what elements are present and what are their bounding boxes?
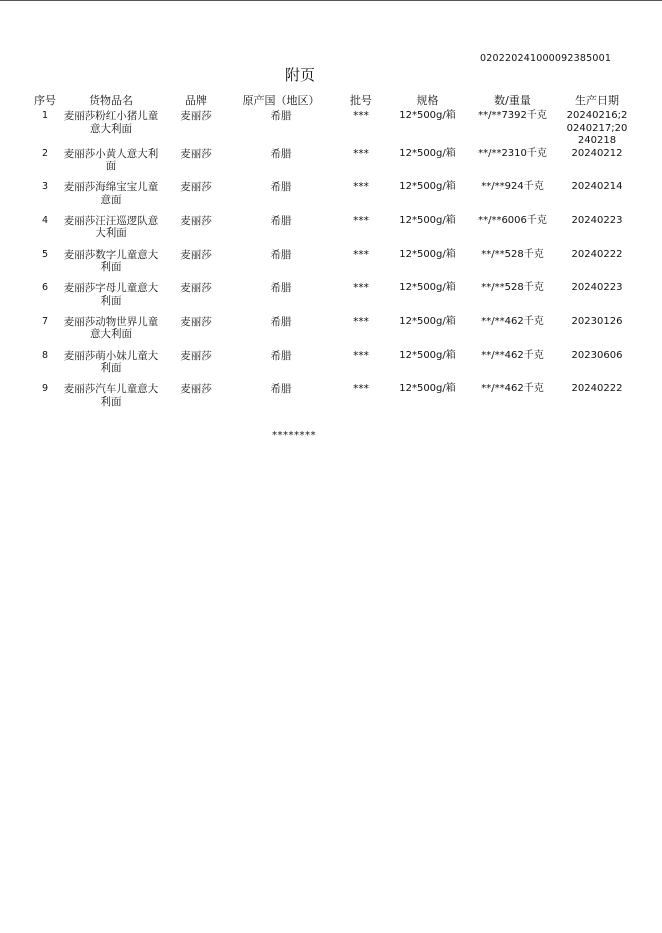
cell-spec: 12*500g/箱: [399, 110, 456, 121]
cell-production-date: 20240222: [571, 383, 623, 395]
table-row: [30, 110, 634, 148]
cell-quantity: **/**2310千克: [478, 147, 547, 159]
cell-spec: 12*500g/箱: [399, 282, 456, 294]
cell-brand: 麦丽莎: [180, 282, 212, 295]
top-border-line: [0, 0, 662, 1]
cell-brand: 麦丽莎: [180, 349, 212, 362]
cell-origin: 希腊: [270, 282, 292, 295]
cell-production-date: 20240216;20240217;20240218: [566, 110, 628, 146]
cell-batch: ***: [353, 349, 369, 362]
cell-spec: 12*500g/箱: [399, 315, 456, 327]
cell-seq: 4: [41, 214, 49, 226]
cell-goods-name: 麦丽莎数字儿童意大利面: [63, 248, 159, 274]
cell-brand: 麦丽莎: [180, 214, 212, 227]
cell-origin: 希腊: [270, 349, 292, 362]
cell-production-date: 20240223: [571, 282, 623, 294]
cell-origin: 希腊: [270, 181, 292, 194]
cell-origin: 希腊: [270, 147, 292, 160]
table-row: [30, 148, 634, 182]
cell-quantity: **/**462千克: [481, 383, 544, 395]
cell-batch: ***: [353, 315, 369, 328]
cell-batch: ***: [353, 181, 369, 194]
cell-goods-name: 麦丽莎汪汪巡逻队意大利面: [63, 214, 159, 240]
cell-spec: 12*500g/箱: [399, 181, 456, 193]
header-production-date: 生产日期: [575, 94, 619, 107]
cell-origin: 希腊: [270, 315, 292, 328]
cell-batch: ***: [353, 110, 369, 122]
cell-brand: 麦丽莎: [180, 248, 212, 261]
cell-spec: 12*500g/箱: [399, 349, 456, 361]
cell-brand: 麦丽莎: [180, 110, 212, 122]
cell-production-date: 20230606: [571, 349, 623, 361]
goods-table: [30, 90, 634, 417]
table-row: [30, 249, 634, 283]
cell-quantity: **/**7392千克: [478, 110, 547, 121]
cell-quantity: **/**462千克: [481, 315, 544, 327]
header-brand: 品牌: [185, 94, 207, 107]
header-origin: 原产国（地区）: [242, 94, 320, 107]
cell-brand: 麦丽莎: [180, 383, 212, 396]
cell-production-date: 20240222: [571, 248, 623, 260]
cell-goods-name: 麦丽莎小黄人意大利面: [63, 147, 159, 172]
cell-batch: ***: [353, 282, 369, 295]
cell-batch: ***: [353, 147, 369, 160]
header-batch: 批号: [350, 94, 372, 107]
table-row: [30, 215, 634, 249]
cell-batch: ***: [353, 248, 369, 261]
cell-production-date: 20240214: [571, 181, 623, 193]
cell-goods-name: 麦丽莎萌小妹儿童大利面: [63, 349, 159, 375]
cell-brand: 麦丽莎: [180, 315, 212, 328]
cell-quantity: **/**528千克: [481, 282, 544, 294]
cell-origin: 希腊: [270, 110, 292, 122]
cell-goods-name: 麦丽莎粉红小猪儿童意大利面: [63, 110, 159, 135]
cell-goods-name: 麦丽莎汽车儿童意大利面: [63, 383, 159, 408]
cell-batch: ***: [353, 383, 369, 396]
cell-seq: 5: [41, 248, 49, 260]
cell-goods-name: 麦丽莎字母儿童意大利面: [63, 282, 159, 307]
cell-brand: 麦丽莎: [180, 181, 212, 194]
table-row: [30, 282, 634, 316]
cell-seq: 7: [41, 315, 49, 327]
cell-quantity: **/**6006千克: [478, 214, 547, 226]
cell-spec: 12*500g/箱: [399, 214, 456, 226]
cell-seq: 3: [41, 181, 49, 193]
cell-goods-name: 麦丽莎动物世界儿童意大利面: [63, 315, 159, 341]
page-title: 附页: [284, 66, 315, 84]
cell-spec: 12*500g/箱: [399, 248, 456, 260]
cell-origin: 希腊: [270, 214, 292, 227]
cell-spec: 12*500g/箱: [399, 383, 456, 395]
cell-production-date: 20230126: [571, 315, 623, 327]
cell-seq: 9: [41, 383, 49, 395]
header-goods-name: 货物品名: [89, 94, 133, 107]
cell-spec: 12*500g/箱: [399, 147, 456, 159]
cell-seq: 8: [41, 349, 49, 361]
cell-origin: 希腊: [270, 383, 292, 396]
table-row: [30, 316, 634, 350]
cell-batch: ***: [353, 214, 369, 227]
cell-production-date: 20240223: [571, 214, 623, 226]
cell-goods-name: 麦丽莎海绵宝宝儿童意面: [63, 181, 159, 206]
header-quantity: 数/重量: [494, 94, 531, 107]
header-spec: 规格: [416, 94, 439, 107]
table-row: [30, 181, 634, 215]
table-header-row: [30, 90, 634, 110]
cell-brand: 麦丽莎: [180, 147, 212, 160]
cell-quantity: **/**462千克: [481, 349, 544, 361]
document-number: 020220241000092385001: [480, 53, 612, 64]
table-row: [30, 383, 634, 417]
header-seq: 序号: [34, 94, 56, 107]
cell-production-date: 20240212: [571, 147, 623, 159]
cell-seq: 2: [41, 147, 49, 159]
end-of-list-mark: ********: [272, 430, 316, 441]
cell-seq: 1: [41, 110, 49, 121]
cell-seq: 6: [41, 282, 49, 294]
table-row: [30, 350, 634, 384]
cell-origin: 希腊: [270, 248, 292, 261]
cell-quantity: **/**924千克: [481, 181, 544, 193]
cell-quantity: **/**528千克: [481, 248, 544, 260]
